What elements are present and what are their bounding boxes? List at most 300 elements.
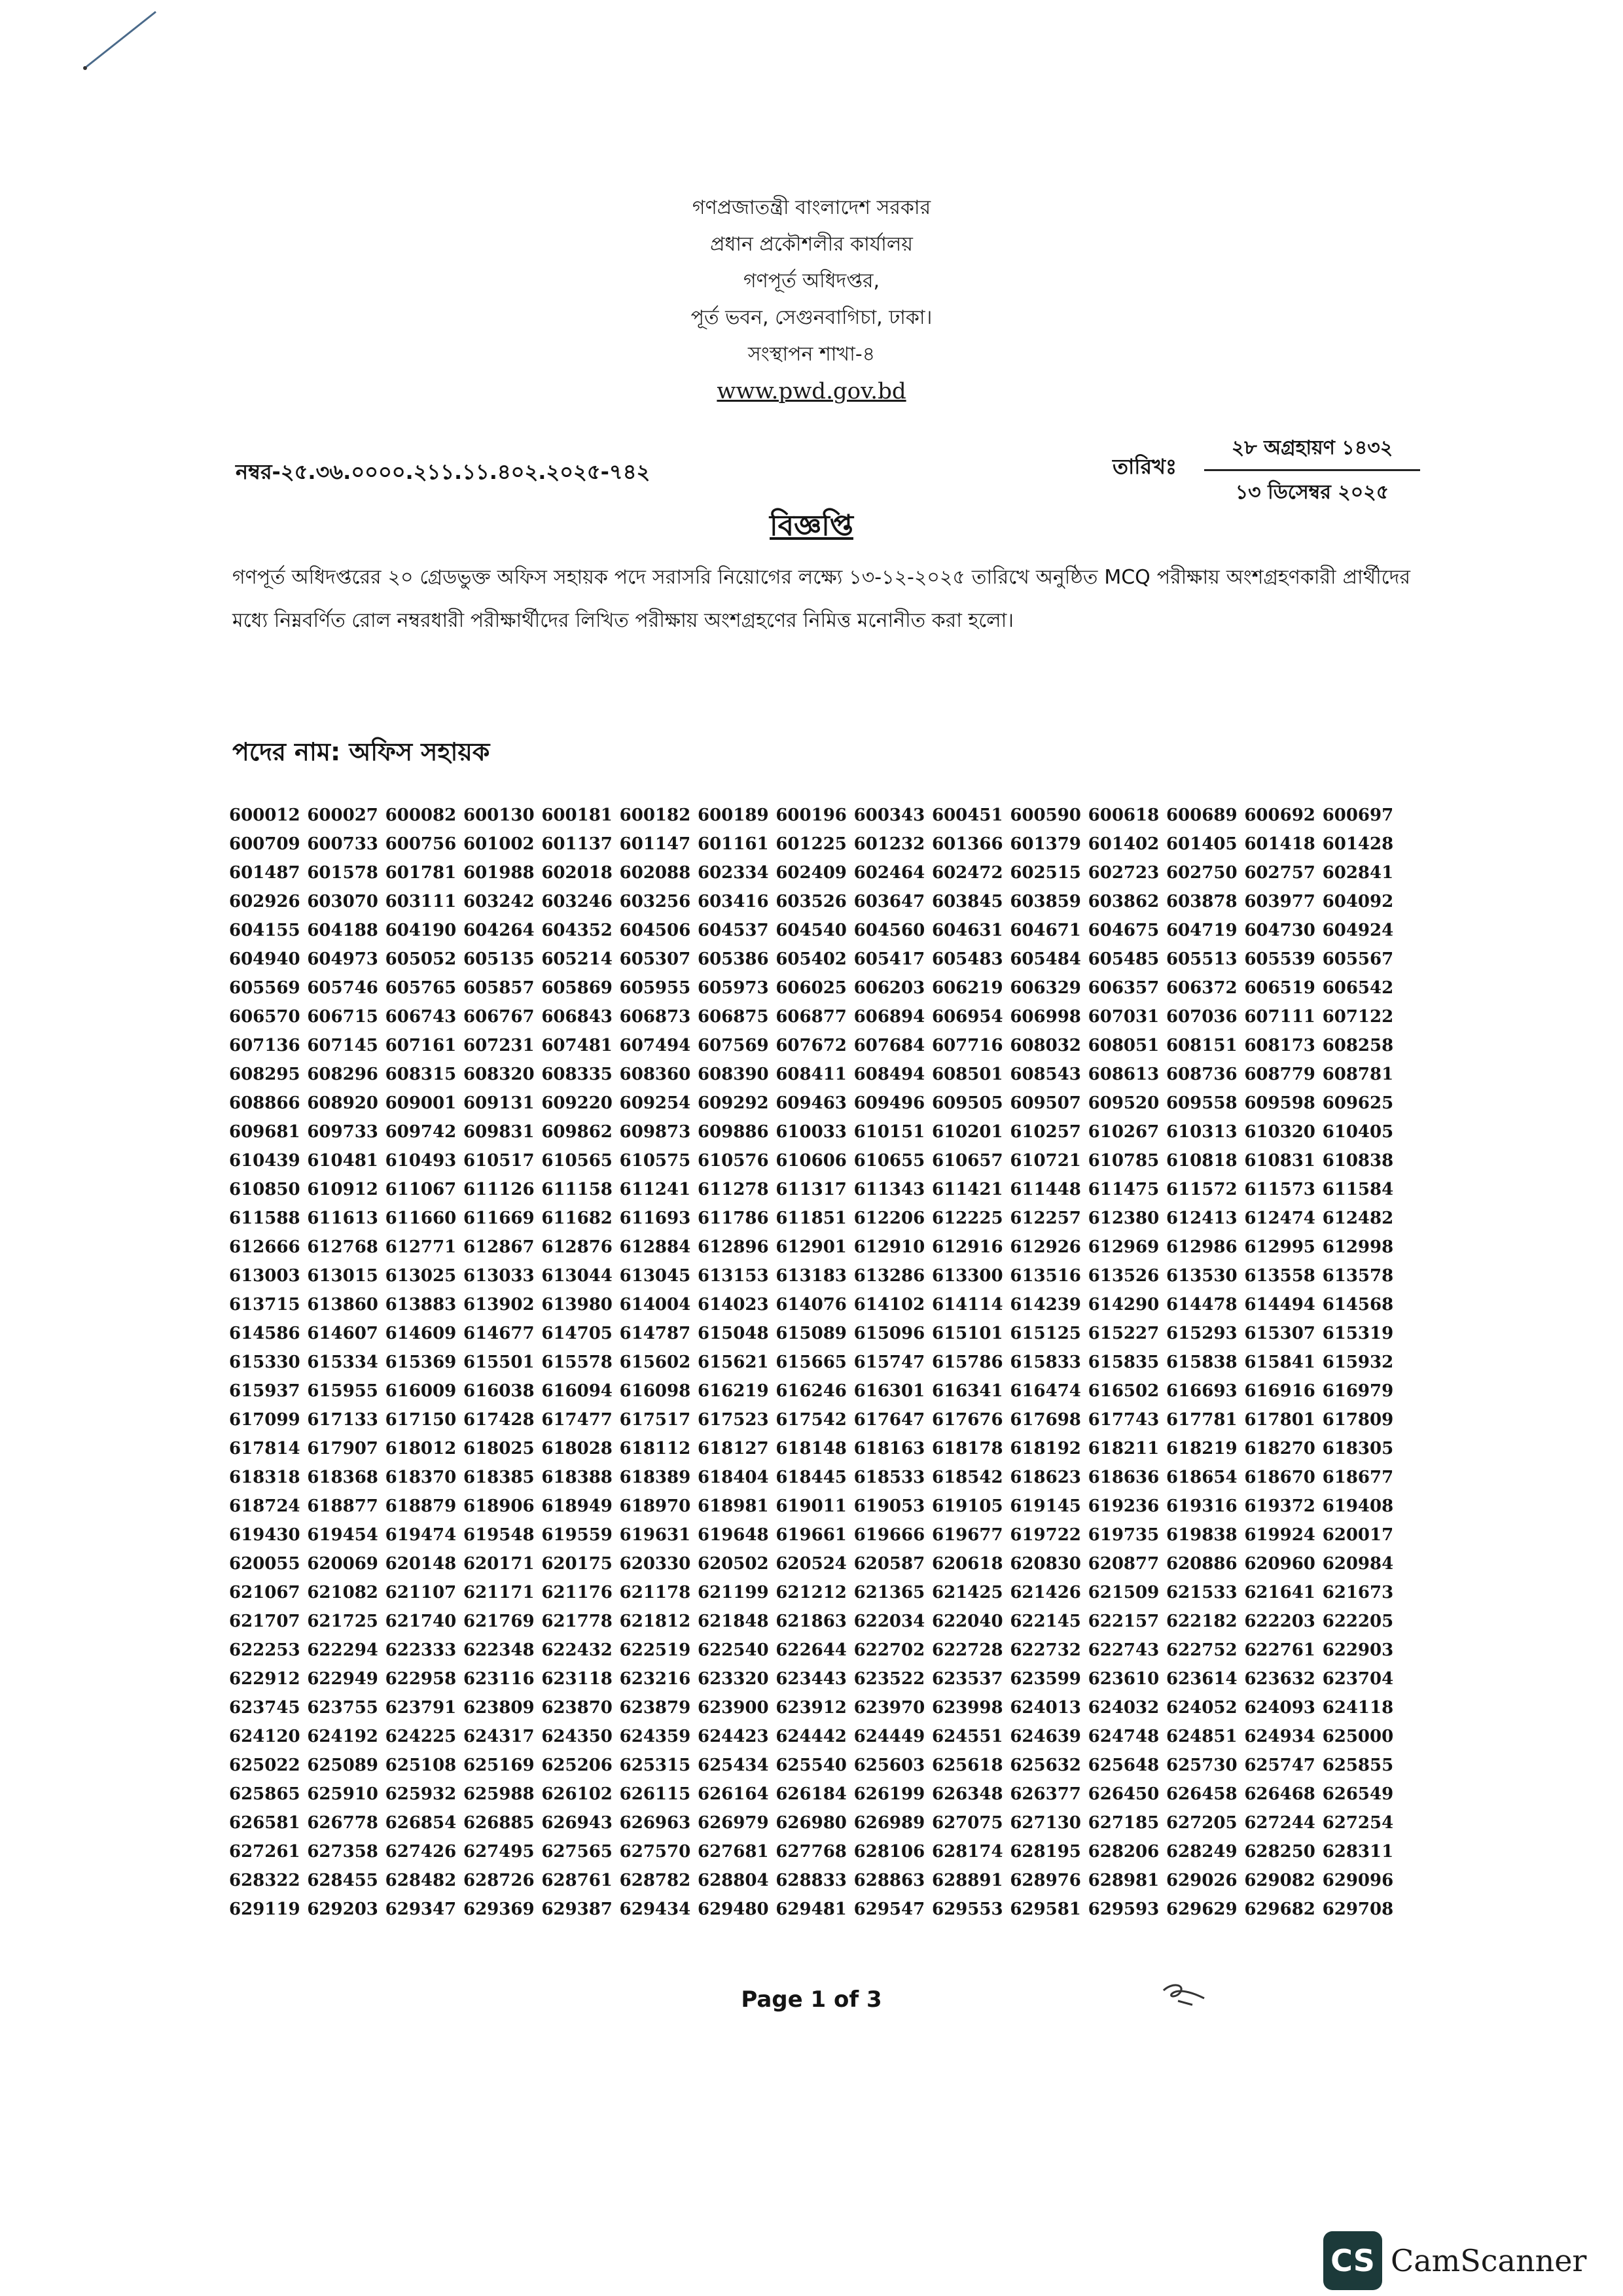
roll-number: 624317 [463, 1727, 535, 1746]
roll-number: 607031 [1088, 1007, 1160, 1027]
roll-number: 627075 [932, 1813, 1003, 1833]
roll-number: 629708 [1322, 1899, 1394, 1919]
roll-number: 629581 [1010, 1899, 1081, 1919]
roll-number: 615334 [307, 1352, 378, 1372]
roll-number: 606329 [1010, 978, 1081, 998]
roll-number: 608736 [1166, 1065, 1238, 1084]
roll-number: 625206 [541, 1756, 613, 1775]
roll-number: 622294 [307, 1640, 378, 1660]
roll-number: 621199 [698, 1583, 769, 1602]
roll-number: 625910 [307, 1784, 378, 1804]
roll-number: 610257 [1010, 1122, 1081, 1142]
roll-number: 611317 [776, 1180, 847, 1199]
roll-number: 617523 [698, 1410, 769, 1430]
roll-number: 606357 [1088, 978, 1160, 998]
roll-number: 612225 [932, 1209, 1003, 1228]
roll-number: 627261 [229, 1842, 300, 1862]
roll-number: 624032 [1088, 1698, 1160, 1718]
roll-number: 628891 [932, 1871, 1003, 1890]
notice-title-text: বিজ্ঞপ্তি [770, 509, 853, 542]
roll-number: 613044 [541, 1266, 613, 1286]
roll-number: 601002 [463, 834, 535, 854]
roll-number: 602926 [229, 892, 300, 911]
roll-number: 618388 [541, 1468, 613, 1487]
roll-number: 607036 [1166, 1007, 1238, 1027]
roll-number: 607145 [307, 1036, 378, 1055]
roll-number: 619548 [463, 1525, 535, 1545]
roll-number: 610267 [1088, 1122, 1160, 1142]
roll-number: 614607 [307, 1324, 378, 1343]
roll-number: 626581 [229, 1813, 300, 1833]
roll-number: 613015 [307, 1266, 378, 1286]
roll-number: 601225 [776, 834, 847, 854]
roll-number: 611475 [1088, 1180, 1160, 1199]
roll-number: 601366 [932, 834, 1003, 854]
roll-number: 627254 [1322, 1813, 1394, 1833]
roll-number: 629434 [619, 1899, 691, 1919]
roll-number: 621365 [853, 1583, 925, 1602]
roll-number: 618981 [698, 1496, 769, 1516]
roll-number: 612666 [229, 1237, 300, 1257]
roll-number: 615501 [463, 1352, 535, 1372]
roll-number: 614478 [1166, 1295, 1238, 1315]
roll-number: 617809 [1322, 1410, 1394, 1430]
roll-number: 612257 [1010, 1209, 1081, 1228]
roll-number: 608390 [698, 1065, 769, 1084]
roll-number: 627130 [1010, 1813, 1081, 1833]
roll-number: 627426 [385, 1842, 457, 1862]
roll-number: 617517 [619, 1410, 691, 1430]
roll-number: 615125 [1010, 1324, 1081, 1343]
roll-number: 606203 [853, 978, 925, 998]
roll-number: 615089 [776, 1324, 847, 1343]
roll-number: 620017 [1322, 1525, 1394, 1545]
roll-number: 607161 [385, 1036, 457, 1055]
roll-number: 613860 [307, 1295, 378, 1315]
date-bangla: ২৮ অগ্রহায়ণ ১৪৩২ [1204, 432, 1420, 471]
roll-number: 620330 [619, 1554, 691, 1574]
roll-number: 606894 [853, 1007, 925, 1027]
roll-number: 613530 [1166, 1266, 1238, 1286]
roll-number: 618370 [385, 1468, 457, 1487]
roll-number: 604719 [1166, 921, 1238, 940]
roll-number: 619474 [385, 1525, 457, 1545]
roll-number: 623443 [776, 1669, 847, 1689]
roll-number: 615369 [385, 1352, 457, 1372]
roll-number: 613883 [385, 1295, 457, 1315]
roll-number: 601147 [619, 834, 691, 854]
roll-number: 605973 [698, 978, 769, 998]
page-number: Page 1 of 3 [741, 1987, 882, 2013]
roll-number: 606372 [1166, 978, 1238, 998]
roll-number: 603862 [1088, 892, 1160, 911]
roll-number: 618211 [1088, 1439, 1160, 1458]
roll-number: 618879 [385, 1496, 457, 1516]
roll-number: 629203 [307, 1899, 378, 1919]
roll-number: 626450 [1088, 1784, 1160, 1804]
roll-number: 614239 [1010, 1295, 1081, 1315]
roll-number: 616098 [619, 1381, 691, 1401]
roll-number: 609558 [1166, 1093, 1238, 1113]
roll-number: 615048 [698, 1324, 769, 1343]
roll-number: 616916 [1244, 1381, 1315, 1401]
notice-body: গণপূর্ত অধিদপ্তরের ২০ গ্রেডভুক্ত অফিস সহায়ক পদে সরাসরি নিয়োগের লক্ষ্যে ১৩-১২-২০২৫ তারিখে অনুষ্ঠিত MCQ পরীক্ষায় অংশগ্রহণকারী প্রার্থীদের মধ্যে নিম্নবর্ণিত রোল নম্বরধারী পরীক্ষার্থীদের লিখিত পরীক্ষায় অংশগ্রহণের নিমিত্ত মনোনীত করা হলো। [232, 566, 1410, 632]
roll-number: 600689 [1166, 805, 1238, 825]
roll-number: 620502 [698, 1554, 769, 1574]
roll-number: 607569 [698, 1036, 769, 1055]
roll-number: 612413 [1166, 1209, 1238, 1228]
roll-number: 610838 [1322, 1151, 1394, 1171]
roll-number: 609681 [229, 1122, 300, 1142]
roll-number: 623745 [229, 1698, 300, 1718]
roll-number: 621067 [229, 1583, 300, 1602]
roll-number: 613902 [463, 1295, 535, 1315]
roll-number: 625315 [619, 1756, 691, 1775]
roll-number: 629026 [1166, 1871, 1238, 1890]
roll-number: 602515 [1010, 863, 1081, 883]
roll-number: 600692 [1244, 805, 1315, 825]
roll-number: 609507 [1010, 1093, 1081, 1113]
roll-number: 622205 [1322, 1612, 1394, 1631]
roll-number: 609742 [385, 1122, 457, 1142]
roll-number: 607684 [853, 1036, 925, 1055]
roll-number: 603256 [619, 892, 691, 911]
roll-number: 618623 [1010, 1468, 1081, 1487]
roll-number: 619924 [1244, 1525, 1315, 1545]
roll-number: 606954 [932, 1007, 1003, 1027]
roll-number: 601988 [463, 863, 535, 883]
roll-number: 609496 [853, 1093, 925, 1113]
roll-number: 615330 [229, 1352, 300, 1372]
roll-number: 601402 [1088, 834, 1160, 854]
roll-number: 626377 [1010, 1784, 1081, 1804]
roll-number: 618404 [698, 1468, 769, 1487]
roll-number: 605307 [619, 949, 691, 969]
roll-number: 629387 [541, 1899, 613, 1919]
roll-number: 607111 [1244, 1007, 1315, 1027]
roll-number: 616693 [1166, 1381, 1238, 1401]
roll-number: 621178 [619, 1583, 691, 1602]
roll-number: 621707 [229, 1612, 300, 1631]
roll-number: 604940 [229, 949, 300, 969]
roll-number: 602472 [932, 863, 1003, 883]
roll-number: 600343 [853, 805, 925, 825]
roll-number: 609292 [698, 1093, 769, 1113]
roll-number: 615227 [1088, 1324, 1160, 1343]
roll-number: 600590 [1010, 805, 1081, 825]
roll-number: 619722 [1010, 1525, 1081, 1545]
roll-number: 628804 [698, 1871, 769, 1890]
roll-number: 629629 [1166, 1899, 1238, 1919]
roll-number: 623320 [698, 1669, 769, 1689]
roll-number: 620984 [1322, 1554, 1394, 1574]
roll-number: 625648 [1088, 1756, 1160, 1775]
roll-number: 622949 [307, 1669, 378, 1689]
roll-number: 602018 [541, 863, 613, 883]
roll-number: 603878 [1166, 892, 1238, 911]
roll-number: 614568 [1322, 1295, 1394, 1315]
roll-number: 600082 [385, 805, 457, 825]
roll-number: 606843 [541, 1007, 613, 1027]
roll-number: 611343 [853, 1180, 925, 1199]
roll-number: 623704 [1322, 1669, 1394, 1689]
roll-number: 620618 [932, 1554, 1003, 1574]
roll-number: 610313 [1166, 1122, 1238, 1142]
header-line-government: গণপ্রজাতন্ত্রী বাংলাদেশ সরকার [692, 196, 931, 219]
roll-number: 622040 [932, 1612, 1003, 1631]
roll-number: 615096 [853, 1324, 925, 1343]
roll-number: 608501 [932, 1065, 1003, 1084]
roll-number: 624423 [698, 1727, 769, 1746]
roll-number: 611158 [541, 1180, 613, 1199]
roll-number: 628250 [1244, 1842, 1315, 1862]
roll-number: 618305 [1322, 1439, 1394, 1458]
roll-number: 609220 [541, 1093, 613, 1113]
office-header [0, 190, 1623, 410]
roll-number: 628726 [463, 1871, 535, 1890]
roll-number: 608173 [1244, 1036, 1315, 1055]
roll-number: 609873 [619, 1122, 691, 1142]
roll-number: 625108 [385, 1756, 457, 1775]
roll-number: 611584 [1322, 1180, 1394, 1199]
roll-number: 623791 [385, 1698, 457, 1718]
roll-number: 615932 [1322, 1352, 1394, 1372]
roll-number: 619011 [776, 1496, 847, 1516]
roll-number: 618318 [229, 1468, 300, 1487]
roll-number: 618949 [541, 1496, 613, 1516]
roll-number: 611421 [932, 1180, 1003, 1199]
roll-number: 601428 [1322, 834, 1394, 854]
roll-number: 618445 [776, 1468, 847, 1487]
roll-number: 623970 [853, 1698, 925, 1718]
roll-number: 625169 [463, 1756, 535, 1775]
roll-number: 613025 [385, 1266, 457, 1286]
roll-number: 629553 [932, 1899, 1003, 1919]
roll-number: 606219 [932, 978, 1003, 998]
roll-number: 613183 [776, 1266, 847, 1286]
roll-number: 619648 [698, 1525, 769, 1545]
roll-number: 611573 [1244, 1180, 1315, 1199]
roll-number: 614114 [932, 1295, 1003, 1315]
roll-number: 611126 [463, 1180, 535, 1199]
header-website: www.pwd.gov.bd [717, 378, 906, 404]
roll-number: 608920 [307, 1093, 378, 1113]
roll-number: 604973 [307, 949, 378, 969]
roll-number: 609733 [307, 1122, 378, 1142]
roll-number: 612986 [1166, 1237, 1238, 1257]
roll-number: 612896 [698, 1237, 769, 1257]
roll-number: 619236 [1088, 1496, 1160, 1516]
roll-number: 604540 [776, 921, 847, 940]
roll-number: 621848 [698, 1612, 769, 1631]
roll-number: 614677 [463, 1324, 535, 1343]
roll-number: 623912 [776, 1698, 847, 1718]
roll-number: 604924 [1322, 921, 1394, 940]
roll-number: 606025 [776, 978, 847, 998]
roll-number: 627768 [776, 1842, 847, 1862]
roll-number: 622333 [385, 1640, 457, 1660]
roll-number: 617150 [385, 1410, 457, 1430]
roll-number: 609254 [619, 1093, 691, 1113]
roll-number: 615786 [932, 1352, 1003, 1372]
roll-number: 627205 [1166, 1813, 1238, 1833]
roll-number: 610033 [776, 1122, 847, 1142]
roll-number: 625022 [229, 1756, 300, 1775]
roll-number: 627495 [463, 1842, 535, 1862]
roll-number: 619145 [1010, 1496, 1081, 1516]
roll-number: 605567 [1322, 949, 1394, 969]
roll-number: 629119 [229, 1899, 300, 1919]
roll-number: 617801 [1244, 1410, 1315, 1430]
roll-number: 612771 [385, 1237, 457, 1257]
roll-number: 615835 [1088, 1352, 1160, 1372]
camscanner-logo: CS [1323, 2231, 1382, 2290]
roll-number: 622728 [932, 1640, 1003, 1660]
roll-number: 613286 [853, 1266, 925, 1286]
roll-number: 621778 [541, 1612, 613, 1631]
roll-number: 600697 [1322, 805, 1394, 825]
roll-number: 615841 [1244, 1352, 1315, 1372]
roll-number: 610721 [1010, 1151, 1081, 1171]
roll-number: 613516 [1010, 1266, 1081, 1286]
roll-number: 625434 [698, 1756, 769, 1775]
roll-number: 607231 [463, 1036, 535, 1055]
roll-number: 624748 [1088, 1727, 1160, 1746]
roll-number: 622348 [463, 1640, 535, 1660]
roll-number: 618219 [1166, 1439, 1238, 1458]
roll-number: 610831 [1244, 1151, 1315, 1171]
roll-number: 610785 [1088, 1151, 1160, 1171]
roll-number: 620960 [1244, 1554, 1315, 1574]
post-name: পদের নাম: অফিস সহায়ক [232, 737, 490, 766]
roll-number: 621863 [776, 1612, 847, 1631]
roll-number: 618025 [463, 1439, 535, 1458]
roll-number: 622761 [1244, 1640, 1315, 1660]
roll-number: 604631 [932, 921, 1003, 940]
header-line-office: প্রধান প্রকৌশলীর কার্যালয় [710, 233, 913, 256]
roll-number: 627358 [307, 1842, 378, 1862]
roll-number: 608781 [1322, 1065, 1394, 1084]
roll-number: 619408 [1322, 1496, 1394, 1516]
roll-number: 615665 [776, 1352, 847, 1372]
roll-number: 616979 [1322, 1381, 1394, 1401]
roll-number: 608494 [853, 1065, 925, 1084]
roll-number: 609625 [1322, 1093, 1394, 1113]
roll-number: 610818 [1166, 1151, 1238, 1171]
roll-number: 608315 [385, 1065, 457, 1084]
roll-number: 621740 [385, 1612, 457, 1631]
roll-number: 626778 [307, 1813, 378, 1833]
roll-number: 625603 [853, 1756, 925, 1775]
roll-number: 625089 [307, 1756, 378, 1775]
roll-number: 605485 [1088, 949, 1160, 969]
roll-number: 601232 [853, 834, 925, 854]
roll-number: 603242 [463, 892, 535, 911]
roll-number: 629593 [1088, 1899, 1160, 1919]
roll-number: 604352 [541, 921, 613, 940]
roll-number: 600181 [541, 805, 613, 825]
roll-number: 604188 [307, 921, 378, 940]
roll-number: 601161 [698, 834, 769, 854]
roll-number: 612380 [1088, 1209, 1160, 1228]
roll-number: 626348 [932, 1784, 1003, 1804]
roll-number: 619430 [229, 1525, 300, 1545]
roll-number: 624120 [229, 1727, 300, 1746]
roll-number: 627185 [1088, 1813, 1160, 1833]
roll-number: 603416 [698, 892, 769, 911]
roll-number: 624118 [1322, 1698, 1394, 1718]
roll-number: 607122 [1322, 1007, 1394, 1027]
roll-number: 607672 [776, 1036, 847, 1055]
roll-number: 611613 [307, 1209, 378, 1228]
roll-number: 628863 [853, 1871, 925, 1890]
roll-number: 603070 [307, 892, 378, 911]
roll-number: 608296 [307, 1065, 378, 1084]
roll-number: 610576 [698, 1151, 769, 1171]
roll-number: 619631 [619, 1525, 691, 1545]
roll-number: 615101 [932, 1324, 1003, 1343]
roll-number: 614705 [541, 1324, 613, 1343]
roll-number: 617647 [853, 1410, 925, 1430]
roll-number: 625632 [1010, 1756, 1081, 1775]
roll-number: 614076 [776, 1295, 847, 1315]
roll-number: 607494 [619, 1036, 691, 1055]
roll-number: 606877 [776, 1007, 847, 1027]
roll-number: 623755 [307, 1698, 378, 1718]
roll-number: 610575 [619, 1151, 691, 1171]
date-box [1204, 432, 1420, 510]
roll-number: 613153 [698, 1266, 769, 1286]
roll-number: 602723 [1088, 863, 1160, 883]
roll-number: 605869 [541, 978, 613, 998]
roll-number: 618877 [307, 1496, 378, 1516]
roll-number: 612876 [541, 1237, 613, 1257]
roll-number: 620171 [463, 1554, 535, 1574]
roll-number: 604190 [385, 921, 457, 940]
roll-number: 619666 [853, 1525, 925, 1545]
roll-number: 626199 [853, 1784, 925, 1804]
roll-number: 608151 [1166, 1036, 1238, 1055]
roll-number: 627244 [1244, 1813, 1315, 1833]
roll-number: 610912 [307, 1180, 378, 1199]
roll-number: 623900 [698, 1698, 769, 1718]
roll-number: 607136 [229, 1036, 300, 1055]
roll-number: 604675 [1088, 921, 1160, 940]
roll-number: 621673 [1322, 1583, 1394, 1602]
roll-number: 612969 [1088, 1237, 1160, 1257]
roll-number: 610606 [776, 1151, 847, 1171]
roll-number: 628106 [853, 1842, 925, 1862]
roll-number: 618192 [1010, 1439, 1081, 1458]
roll-number: 626102 [541, 1784, 613, 1804]
roll-number: 621725 [307, 1612, 378, 1631]
roll-number: 606875 [698, 1007, 769, 1027]
roll-number: 618677 [1322, 1468, 1394, 1487]
roll-number: 625618 [932, 1756, 1003, 1775]
roll-number: 618028 [541, 1439, 613, 1458]
roll-number: 611067 [385, 1180, 457, 1199]
roll-number: 605402 [776, 949, 847, 969]
roll-number: 610201 [932, 1122, 1003, 1142]
roll-number: 605513 [1166, 949, 1238, 969]
roll-number: 603859 [1010, 892, 1081, 911]
roll-number: 614586 [229, 1324, 300, 1343]
roll-number: 600182 [619, 805, 691, 825]
roll-number: 618148 [776, 1439, 847, 1458]
roll-number: 609520 [1088, 1093, 1160, 1113]
roll-number: 606542 [1322, 978, 1394, 998]
roll-number: 621212 [776, 1583, 847, 1602]
